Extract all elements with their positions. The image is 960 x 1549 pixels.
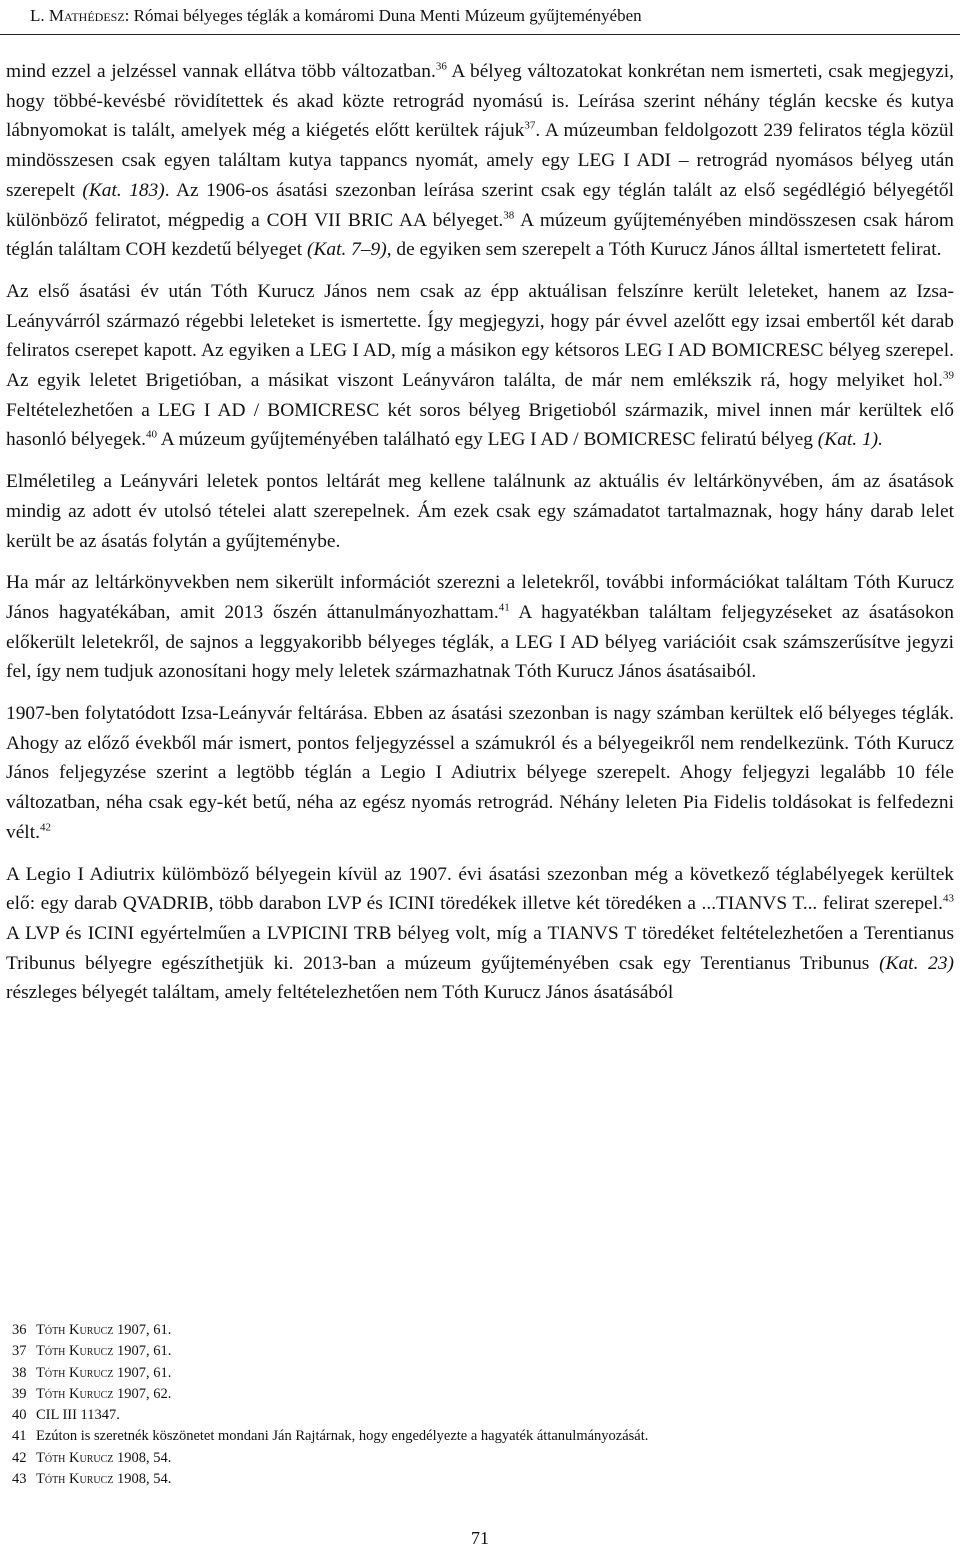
footnote-author: Tóth Kurucz: [36, 1343, 114, 1360]
footnote-author: Tóth Kurucz: [36, 1322, 114, 1338]
footnote-37: [12, 1341, 912, 1362]
footnote-author: Tóth Kurucz: [36, 1385, 114, 1402]
footnote-text: 1907, 61.: [113, 1322, 172, 1338]
footnote-38: [12, 1363, 912, 1384]
header-title: : Római bélyeges téglák a komáromi Duna Menti Múzeum gyűjteményében: [124, 6, 642, 25]
footnote-text: CIL III 11347.: [36, 1407, 120, 1424]
running-header: [30, 6, 642, 26]
footnote-number: 39: [12, 1385, 27, 1402]
footnote-number: 40: [12, 1407, 27, 1424]
footnote-36: [12, 1320, 912, 1341]
catalog-ref: (Kat. 23): [879, 952, 954, 974]
footnote-number: 43: [12, 1471, 27, 1488]
footnote-ref-43[interactable]: 43: [943, 892, 954, 905]
text-run: A bélyeg változatokat konkrétan nem ismerteti, csak megjegyzi, hogy többé-kevésbé rövidítettek és akad közte retrográd nyomású is. Leírása szerint néhány téglán kecske és kutya lábnyomokat is talált, amelyek még a kiégetés előtt kerültek rájuk: [6, 61, 954, 142]
header-rule: [0, 34, 960, 35]
text-run: mind ezzel a jelzéssel vannak ellátva több változatban.: [6, 61, 436, 82]
paragraph-2: [6, 277, 954, 455]
paragraph-1: [6, 57, 954, 265]
text-run: . Az 1906-os ásatási szezonban leírása szerint csak egy téglán talált az első segédlégió bélyegétől különböző feliratot, mégpedig a COH VII BRIC AA bélyeget.: [6, 179, 954, 231]
text-run: , de egyiken sem szerepelt a Tóth Kurucz János álltal ismertetett felirat.: [386, 239, 942, 261]
text-run: . A múzeumban feldolgozott 239 feliratos tégla közül mindösszesen csak egyen találtam kutya tappancs nyomát, amely egy LEG I ADI – retrográd nyomásos bélyeg után szerepelt: [6, 120, 954, 201]
header-author-name: Mathédesz: [48, 6, 125, 25]
footnote-text: 1907, 62.: [113, 1385, 172, 1402]
footnote-text: 1907, 61.: [113, 1343, 172, 1360]
text-run: A múzeum gyűjteményében található egy LEG I AD / BOMICRESC feliratú bélyeg: [157, 429, 818, 451]
catalog-ref: (Kat. 183): [82, 179, 165, 201]
footnote-number: 42: [12, 1449, 27, 1466]
text-run: A múzeum gyűjteményében mindösszesen csak három téglán találtam COH kezdetű bélyeget: [6, 209, 954, 261]
footnote-text: 1908, 54.: [113, 1449, 172, 1466]
text-run: Feltételezhetően a LEG I AD / BOMICRESC két soros bélyeg Brigetioból származik, mivel innen már kerültek elő hasonló bélyegek.: [6, 399, 954, 451]
footnote-41: [12, 1426, 912, 1447]
paragraph-6: [6, 860, 954, 1009]
text-run: 1907-ben folytatódott Izsa-Leányvár feltárása. Ebben az ásatási szezonban is nagy számban kerültek elő bélyeges téglák. Ahogy az előző évekből már ismert, pontos feljegyzéssel a számukról és a bélyegeikről nem rendelkezünk. Tóth Kurucz János feljegyzése szerint a legtöbb téglán a Legio I Adiutrix bélyege szerepelt. Ahogy feljegyzi legalább 10 féle változatban, néha csak egy-két betű, néha az egész nyomás retrográd. Néhány leleten Pia Fidelis toldásokat is felfedezni vélt.: [6, 703, 954, 843]
footnote-author: Tóth Kurucz: [36, 1449, 114, 1466]
paragraph-5: [6, 699, 954, 848]
footnote-text: 1908, 54.: [113, 1471, 172, 1488]
footnote-43: [12, 1469, 912, 1490]
main-text: [6, 57, 954, 1020]
text-run: részleges bélyegét találtam, amely feltételezhetően nem Tóth Kurucz János ásatásából: [6, 982, 674, 1004]
footnote-ref-40[interactable]: 40: [146, 428, 158, 441]
header-author-initial: L.: [30, 6, 49, 25]
text-run: Az első ásatási év után Tóth Kurucz János nem csak az épp aktuálisan felszínre került leleteket, hanem az Izsa-Leányvárról származó régebbi leleteket is ismertette. Így megjegyzi, hogy pár évvel azelőtt egy izsai embertől két darab feliratos cserepet kapott. Az egyiken a LEG I AD, míg a másikon egy kétsoros LEG I AD BOMICRESC bélyeg szerepel. Az egyik leletet Brigetióban, a másikat viszont Leányváron találta, de már nem emlékszik rá, hogy melyiket hol.: [6, 280, 954, 392]
footnote-39: [12, 1384, 912, 1405]
footnote-author: Tóth Kurucz: [36, 1364, 114, 1381]
footnote-42: [12, 1448, 912, 1469]
text-run: A LVP és ICINI egyértelműen a LVPICINI TRB bélyeg volt, míg a TIANVS T töredéket feltételezhetően a Terentianus Tribunus bélyegre egészíthetjük ki. 2013-ban a múzeum gyűjteményében csak egy Terentianus Tribunus: [6, 922, 954, 974]
footnotes: [12, 1320, 912, 1490]
footnote-text: 1907, 61.: [113, 1364, 172, 1381]
footnote-number: 41: [12, 1428, 27, 1445]
footnote-number: 38: [12, 1364, 27, 1381]
footnote-author: Tóth Kurucz: [36, 1471, 114, 1488]
catalog-ref: (Kat. 1).: [817, 429, 883, 451]
footnote-ref-39[interactable]: 39: [943, 369, 954, 382]
paragraph-3: Elméletileg a Leányvári leletek pontos leltárát meg kellene találnunk az aktuális év leltárkönyvében, ám az ásatások mindig az adott év utolsó tételei alatt szerepelnek. Ám ezek csak egy számadatot tartalmaznak, hogy hány darab lelet került be az ásatás folytán a gyűjteménybe.: [6, 471, 954, 552]
footnote-ref-37[interactable]: 37: [524, 119, 536, 132]
footnote-ref-36[interactable]: 36: [435, 60, 447, 73]
footnote-ref-42[interactable]: 42: [39, 821, 51, 834]
footnote-number: 37: [12, 1343, 27, 1360]
page-number: 71: [471, 1528, 489, 1548]
catalog-ref: (Kat. 7–9): [306, 239, 387, 261]
footnote-number: 36: [12, 1322, 27, 1338]
paragraph-4: [6, 568, 954, 687]
footnote-text: Ezúton is szeretnék köszönetet mondani Ján Rajtárnak, hogy engedélyezte a hagyaték áttanulmányozását.: [36, 1428, 649, 1445]
text-run: A hagyatékban találtam feljegyzéseket az ásatásokon előkerült leletekről, de sajnos a leggyakoribb bélyeges téglák, a LEG I AD bélyeg variációit csak számszerűsítve jegyzi fel, így nem tudjuk azonosítani hogy mely leletek származhatnak Tóth Kurucz János ásatásaiból.: [6, 601, 954, 683]
footnote-ref-38[interactable]: 38: [503, 209, 515, 222]
footnote-40: [12, 1405, 912, 1426]
footnote-ref-41[interactable]: 41: [498, 601, 510, 614]
text-run: Ha már az leltárkönyvekben nem sikerült információt szerezni a leletekről, további információkat találtam Tóth Kurucz János hagyatékában, amit 2013 őszén áttanulmányozhattam.: [6, 572, 954, 623]
text-run: A Legio I Adiutrix külömböző bélyegein kívül az 1907. évi ásatási szezonban még a következő téglabélyegek kerültek elő: egy darab QVADRIB, több darabon LVP és ICINI töredékek illetve két töredéken a ...TIANVS T... felirat szerepel.: [6, 863, 954, 915]
